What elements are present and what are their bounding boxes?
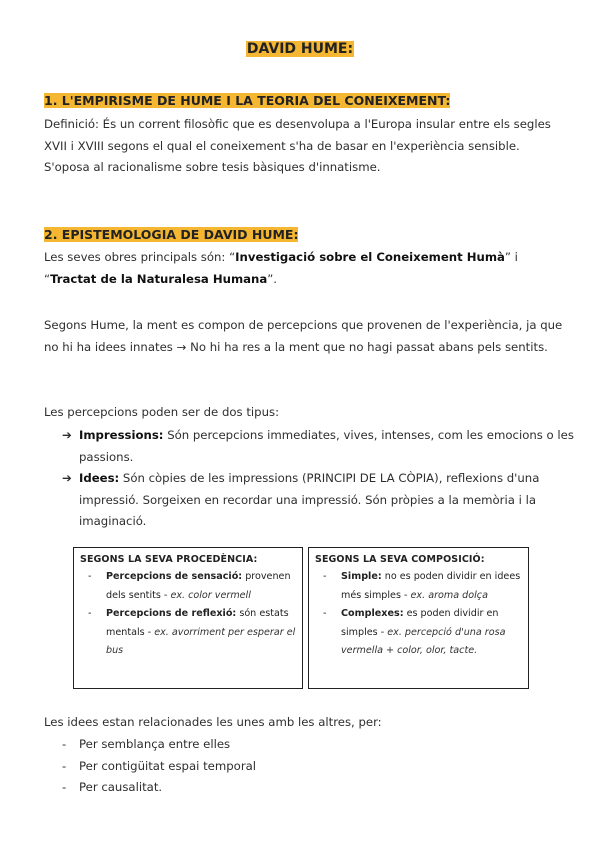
list-item: - Per contigüitat espai temporal: [62, 758, 257, 773]
relations-list: [62, 734, 256, 799]
list-item: - Percepcions de reflexió: són estats mentals - ex. avorriment per esperar el bus: [88, 608, 296, 656]
definition-paragraph: Definició: És un corrent filosòfic que es desenvolupa a l'Europa insular entre els segles XVII i XVIII segons el qual el coneixement s'ha de basar en l'experiència sensible. S'oposa al racionalisme sobre tesis bàsiques d'innatisme.: [44, 117, 551, 174]
list-item: - Complexes: es poden dividir en simples - ex. percepció d'una rosa vermella + color, olor, tacte.: [323, 608, 506, 656]
ideas-bullet: ➔ Idees: Són còpies de les impressions (PRINCIPI DE LA CÒPIA), reflexions d'una impressió. Sorgeixen en recordar una impressió. Són pròpies a la memòria i la imaginació.: [62, 468, 579, 533]
section1-heading: 1. L'EMPIRISME DE HUME I LA TEORIA DEL CONEIXEMENT:: [44, 93, 451, 108]
relations-intro: Les idees estan relacionades les unes amb les altres, per:: [44, 715, 382, 729]
work-title-2: Tractat de la Naturalesa Humana: [50, 271, 268, 286]
arrow-icon: ➔: [62, 428, 72, 442]
section2-heading: 2. EPISTEMOLOGIA DE DAVID HUME:: [44, 227, 299, 242]
box-composicio: [308, 547, 529, 689]
page-title: DAVID HUME:: [246, 41, 354, 57]
box-composicio-title: SEGONS LA SEVA COMPOSICIÓ:: [315, 554, 485, 565]
list-item: - Simple: no es poden dividir en idees més simples - ex. aroma dolça: [323, 571, 521, 601]
types-intro: Les percepcions poden ser de dos tipus:: [44, 405, 280, 419]
impressions-bullet: ➔ Impressions: Són percepcions immediates, vives, intenses, com les emocions o les passions.: [62, 425, 579, 468]
box-procedencia: [73, 547, 303, 689]
work-title-1: Investigació sobre el Coneixement Humà: [235, 250, 505, 264]
list-item: - Percepcions de sensació: provenen dels sentits - ex. color vermell: [88, 571, 291, 601]
box-procedencia-title: SEGONS LA SEVA PROCEDÈNCIA:: [80, 554, 258, 565]
list-item: - Per causalitat.: [62, 780, 163, 794]
list-item: - Per semblança entre elles: [62, 737, 231, 751]
arrow-icon: ➔: [62, 471, 72, 485]
mind-paragraph: Segons Hume, la ment es compon de percepcions que provenen de l'experiència, ja que no hi ha idees innates → No hi ha res a la ment que no hagi passat abans pels sentits.: [44, 318, 563, 354]
works-paragraph: Les seves obres principals són: “Investigació sobre el Coneixement Humà” i “Tractat de la Naturalesa Humana”.: [44, 250, 518, 286]
